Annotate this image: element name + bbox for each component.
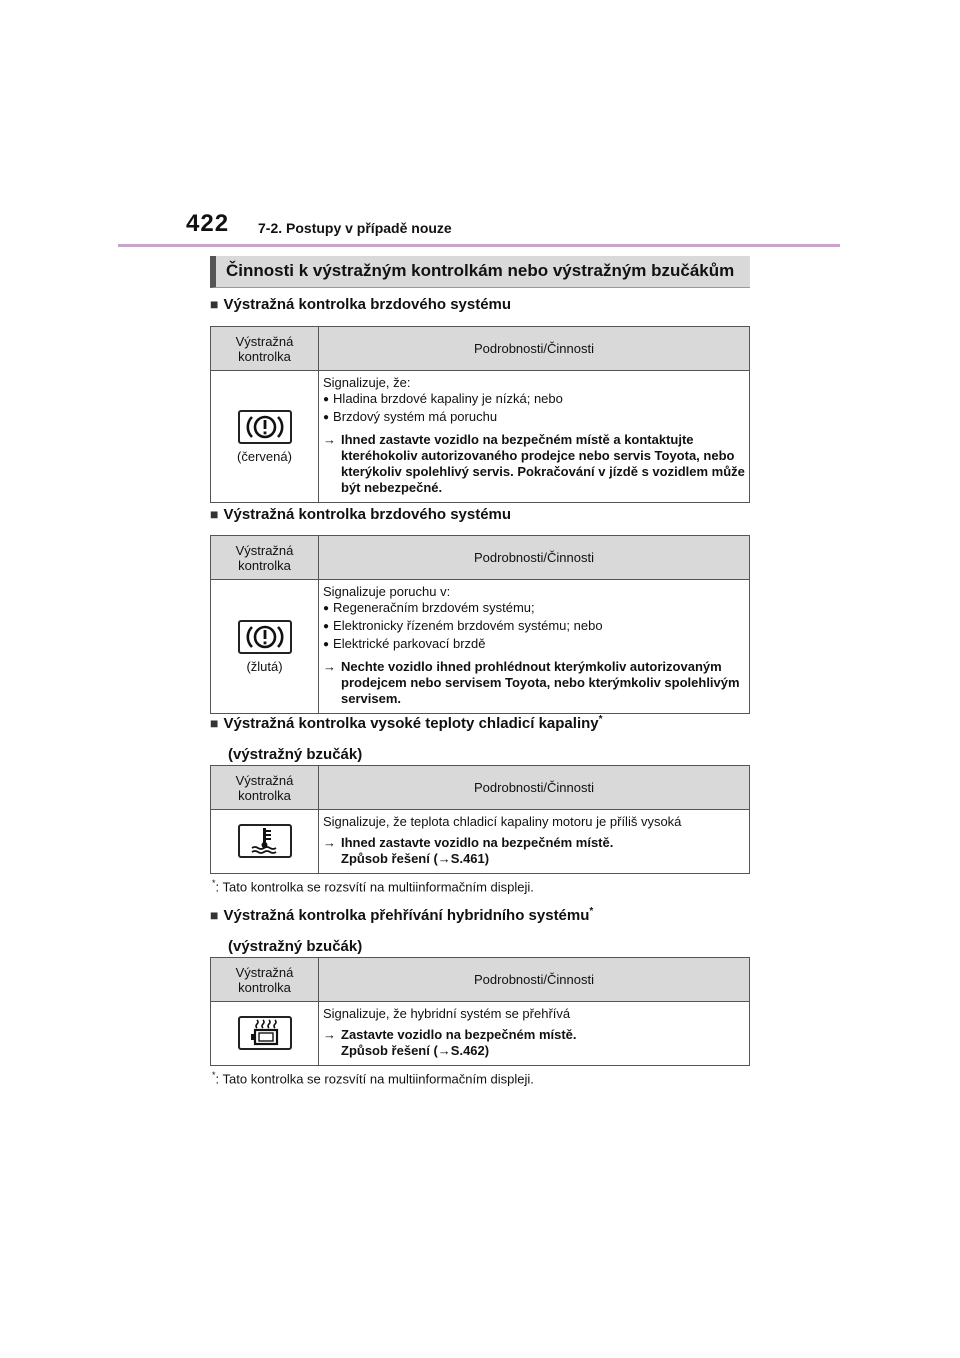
header-cell-details: Podrobnosti/Činnosti xyxy=(319,958,750,1002)
section-banner: Činnosti k výstražným kontrolkám nebo výstražným bzučákům xyxy=(210,256,750,288)
table-row xyxy=(211,371,750,503)
list-item: ● Elektrické parkovací brzdě xyxy=(323,636,745,654)
table-row xyxy=(211,810,750,874)
warning-table xyxy=(210,957,750,1066)
footnote: *: Tato kontrolka se rozsvítí na multiinformačním displeji. xyxy=(212,1070,534,1087)
details-cell: Signalizuje, že hybridní systém se přehřívá → Zastavte vozidlo na bezpečném místě. Způsob řešení (→S.462) xyxy=(319,1002,750,1066)
arrow-icon: → xyxy=(323,835,336,850)
action-text: → Ihned zastavte vozidlo na bezpečném místě a kontaktujte kteréhokoliv autorizovaného prodejce nebo servis Toyota, nebo kterýkoliv spolehlivý servis. Pokračování v jízdě s vozidlem může být nebezpečné. xyxy=(323,432,745,495)
details-cell: Signalizuje poruchu v: ● Regeneračním brzdovém systému; ● Elektronicky řízeném brzdovém systému; nebo ● Elektrické parkovací brzdě → Nechte vozidlo ihned prohlédnout kterýmkoliv autorizovaným prodejcem nebo servisem Toyota, nebo kterýmkoliv spolehlivým servisem. xyxy=(319,580,750,714)
header-cell-details: Podrobnosti/Činnosti xyxy=(319,766,750,810)
icon-caption: (žlutá) xyxy=(246,658,283,674)
brake-warning-icon xyxy=(238,620,292,654)
table-header-row xyxy=(211,766,750,810)
brake-warning-icon xyxy=(238,410,292,444)
action-text: → Nechte vozidlo ihned prohlédnout kterýmkoliv autorizovaným prodejcem nebo servisem Toyota, nebo kterýmkoliv spolehlivým servisem. xyxy=(323,659,740,706)
square-bullet-icon: ■ xyxy=(210,907,219,923)
list-item: ● Hladina brzdové kapaliny je nízká; nebo xyxy=(323,391,745,409)
warning-table xyxy=(210,535,750,714)
warning-light-cell xyxy=(211,580,319,714)
page-number: 422 xyxy=(186,210,230,237)
section-title: ■ Výstražná kontrolka vysoké teploty chladicí kapaliny* (výstražný bzučák) xyxy=(210,714,603,763)
warning-light-cell xyxy=(211,1002,319,1066)
arrow-icon: → xyxy=(323,1027,336,1042)
warning-table xyxy=(210,765,750,874)
arrow-icon: → xyxy=(323,659,336,674)
coolant-temperature-icon xyxy=(238,824,292,858)
arrow-icon: → xyxy=(323,432,336,447)
details-cell: Signalizuje, že: ● Hladina brzdové kapaliny je nízká; nebo ● Brzdový systém má poruchu → Ihned zastavte vozidlo na bezpečném místě a kontaktujte kteréhokoliv autorizovaného prodejce nebo servis Toyota, nebo kterýkoliv spolehlivý servis. Pokračování v jízdě s vozidlem může být nebezpečné. xyxy=(319,371,750,503)
table-header-row xyxy=(211,958,750,1002)
action-text: → Zastavte vozidlo na bezpečném místě. Způsob řešení (→S.462) xyxy=(323,1027,577,1058)
header-cell-light: Výstražná kontrolka xyxy=(211,766,319,810)
list-item: ● Regeneračním brzdovém systému; xyxy=(323,600,745,618)
warning-table xyxy=(210,326,750,503)
icon-caption: (červená) xyxy=(237,448,292,464)
section-title: ■ Výstražná kontrolka brzdového systému xyxy=(210,506,512,523)
square-bullet-icon: ■ xyxy=(210,296,219,312)
header-rule xyxy=(118,244,840,247)
warning-light-cell xyxy=(211,371,319,503)
footnote: *: Tato kontrolka se rozsvítí na multiinformačním displeji. xyxy=(212,878,534,895)
table-row xyxy=(211,1002,750,1066)
header-cell-light: Výstražná kontrolka xyxy=(211,327,319,371)
section-title: ■ Výstražná kontrolka přehřívání hybridního systému* (výstražný bzučák) xyxy=(210,906,594,955)
hybrid-overheat-icon xyxy=(238,1016,292,1050)
header-cell-light: Výstražná kontrolka xyxy=(211,958,319,1002)
details-cell: Signalizuje, že teplota chladicí kapaliny motoru je příliš vysoká → Ihned zastavte vozidlo na bezpečném místě. Způsob řešení (→S.461) xyxy=(319,810,750,874)
table-header-row xyxy=(211,327,750,371)
square-bullet-icon: ■ xyxy=(210,506,219,522)
header-cell-details: Podrobnosti/Činnosti xyxy=(319,536,750,580)
header-cell-light: Výstražná kontrolka xyxy=(211,536,319,580)
action-text: → Ihned zastavte vozidlo na bezpečném místě. Způsob řešení (→S.461) xyxy=(323,835,614,866)
warning-light-cell xyxy=(211,810,319,874)
chapter-title: 7-2. Postupy v případě nouze xyxy=(258,220,452,236)
list-item: ● Brzdový systém má poruchu xyxy=(323,409,745,427)
square-bullet-icon: ■ xyxy=(210,715,219,731)
table-row xyxy=(211,580,750,714)
header-cell-details: Podrobnosti/Činnosti xyxy=(319,327,750,371)
table-header-row xyxy=(211,536,750,580)
section-title: ■ Výstražná kontrolka brzdového systému xyxy=(210,296,512,313)
list-item: ● Elektronicky řízeném brzdovém systému; nebo xyxy=(323,618,745,636)
